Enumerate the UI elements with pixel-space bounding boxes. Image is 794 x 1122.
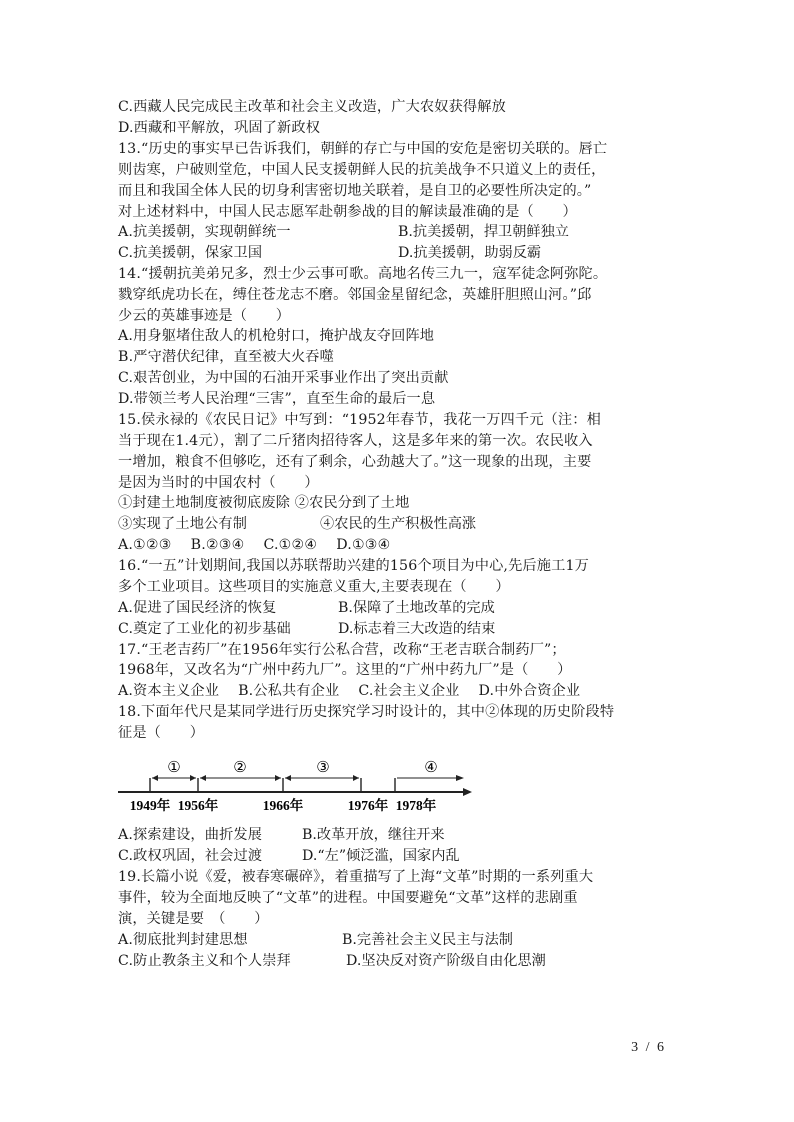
segment-1-label: ①	[167, 758, 181, 776]
q13-stem-line: 则齿寒，户破则堂危，中国人民支援朝鲜人民的抗美战争不只道义上的责任，	[118, 162, 606, 178]
q18-option-a: A.探索建设，曲折发展	[118, 827, 263, 843]
q15-options: A.①②③ B.②③④ C.①②④ D.①③④	[118, 537, 391, 553]
q14-stem-line: 少云的英雄事迹是（ ）	[118, 308, 291, 324]
q15-item-4: ④农民的生产积极性高涨	[320, 516, 477, 532]
timeline-figure	[118, 748, 478, 820]
q18-stem-line: 18.下面年代尺是某同学进行历史探究学习时设计的，其中②体现的历史阶段特	[118, 704, 615, 720]
q19-option-a: A.彻底批判封建思想	[118, 932, 248, 948]
q18-stem-line: 征是（ ）	[118, 725, 205, 741]
q15-item-3: ③实现了土地公有制	[118, 516, 248, 532]
q19-stem-line: 演，关键是要 （ ）	[118, 911, 269, 927]
q18-option-c: C.政权巩固，社会过渡	[118, 848, 263, 864]
q17-options: A.资本主义企业 B.公私共有企业 C.社会主义企业 D.中外合资企业	[118, 683, 581, 699]
segment-4-arrowhead-right	[456, 775, 464, 781]
segment-3-arrowhead-right	[353, 775, 359, 781]
segment-2-label: ②	[233, 758, 247, 776]
q17-stem-line: 1968年，又改名为“广州中药九厂”。这里的“广州中药九厂”是（ ）	[118, 662, 572, 678]
q14-option-d: D.带领兰考人民治理“三害”，直至生命的最后一息	[118, 391, 436, 407]
q15-stem-line: 是因为当时的中国农村（ ）	[118, 475, 319, 491]
q14-option-c: C.艰苦创业，为中国的石油开采事业作出了突出贡献	[118, 370, 449, 386]
segment-3-label: ③	[316, 758, 330, 776]
q13-option-a: A.抗美援朝，实现朝鲜统一	[118, 224, 291, 240]
q16-stem-line: 多个工业项目。这些项目的实施意义重大,主要表现在（ ）	[118, 579, 510, 595]
page-number: 3 / 6	[631, 1040, 666, 1055]
q18-option-b: B.改革开放，继往开来	[302, 827, 445, 843]
q12-option-d: D.西藏和平解放，巩固了新政权	[118, 120, 321, 136]
q13-stem-line: 而且和我国全体人民的切身利害密切地关联着，是自卫的必要性所决定的。”	[118, 183, 592, 199]
timeline-arrowhead	[463, 788, 472, 796]
segment-1-arrowhead-right	[190, 775, 196, 781]
q14-option-a: A.用身躯堵住敌人的机枪射口，掩护战友夺回阵地	[118, 328, 435, 344]
q16-option-c: C.奠定了工业化的初步基础	[118, 621, 291, 637]
q13-option-c: C.抗美援朝，保家卫国	[118, 245, 263, 261]
q15-stem-line: 当于现在1.4元），割了二斤猪肉招待客人，这是多年来的第一次。农民收入	[118, 433, 593, 449]
q13-stem-line: 13.“历史的事实早已告诉我们，朝鲜的存亡与中国的安危是密切关联的。唇亡	[118, 141, 608, 157]
q13-option-d: D.抗美援朝，助弱反霸	[398, 245, 542, 261]
q19-option-b: B.完善社会主义民主与法制	[342, 932, 513, 948]
q19-option-c: C.防止教条主义和个人崇拜	[118, 953, 291, 969]
q14-stem-line: 14.“援朝抗美弟兄多，烈士少云事可歌。高地名传三九一，寇军徒念阿弥陀。	[118, 266, 608, 282]
q19-stem-line: 事件，较为全面地反映了“文革”的进程。中国要避免“文革”这样的悲剧重	[118, 890, 578, 906]
year-label: 1956年	[177, 798, 219, 813]
q15-stem-line: 一增加，粮食不但够吃，还有了剩余，心劲越大了。”这一现象的出现，主要	[118, 454, 592, 470]
q16-option-d: D.标志着三大改造的结束	[338, 621, 496, 637]
q19-stem-line: 19.长篇小说《爱，被春寒碾碎》，着重描写了上海“文革”时期的一系列重大	[118, 869, 594, 885]
year-label: 1949年	[129, 798, 171, 813]
segment-4-label: ④	[424, 758, 438, 776]
segment-1-arrowhead-left	[152, 775, 158, 781]
q12-option-c: C.西藏人民完成民主改革和社会主义改造，广大农奴获得解放	[118, 99, 506, 115]
q14-option-b: B.严守潜伏纪律，直至被大火吞噬	[118, 349, 334, 365]
q15-items-line: ①封建土地制度被彻底废除 ②农民分到了土地	[118, 495, 410, 511]
q19-option-d: D.坚决反对资产阶级自由化思潮	[346, 953, 546, 969]
q16-stem-line: 16.“一五”计划期间,我国以苏联帮助兴建的156个项目为中心,先后施工1万	[118, 558, 589, 574]
q13-option-b: B.抗美援朝，捍卫朝鲜独立	[398, 224, 569, 240]
segment-2-arrowhead-left	[200, 775, 206, 781]
year-label: 1966年	[262, 798, 304, 813]
q18-option-d: D.“左”倾泛滥，国家内乱	[302, 848, 460, 864]
year-label: 1978年	[395, 798, 437, 813]
q15-stem-line: 15.侯永禄的《农民日记》中写到：“1952年春节，我花一万四千元（注：相	[118, 412, 601, 428]
q16-option-a: A.促进了国民经济的恢复	[118, 600, 277, 616]
q14-stem-line: 戮穿纸虎功长在，缚住苍龙志不磨。邻国金星留纪念，英雄肝胆照山河。”邱	[118, 287, 592, 303]
q13-stem-line: 对上述材料中，中国人民志愿军赴朝参战的目的解读最准确的是（ ）	[118, 204, 577, 220]
segment-3-arrowhead-left	[285, 775, 291, 781]
segment-2-arrowhead-right	[275, 775, 281, 781]
q16-option-b: B.保障了土地改革的完成	[338, 600, 495, 616]
year-label: 1976年	[347, 798, 389, 813]
q17-stem-line: 17.“王老吉药厂”在1956年实行公私合营，改称“王老吉联合制药厂”；	[118, 642, 566, 658]
